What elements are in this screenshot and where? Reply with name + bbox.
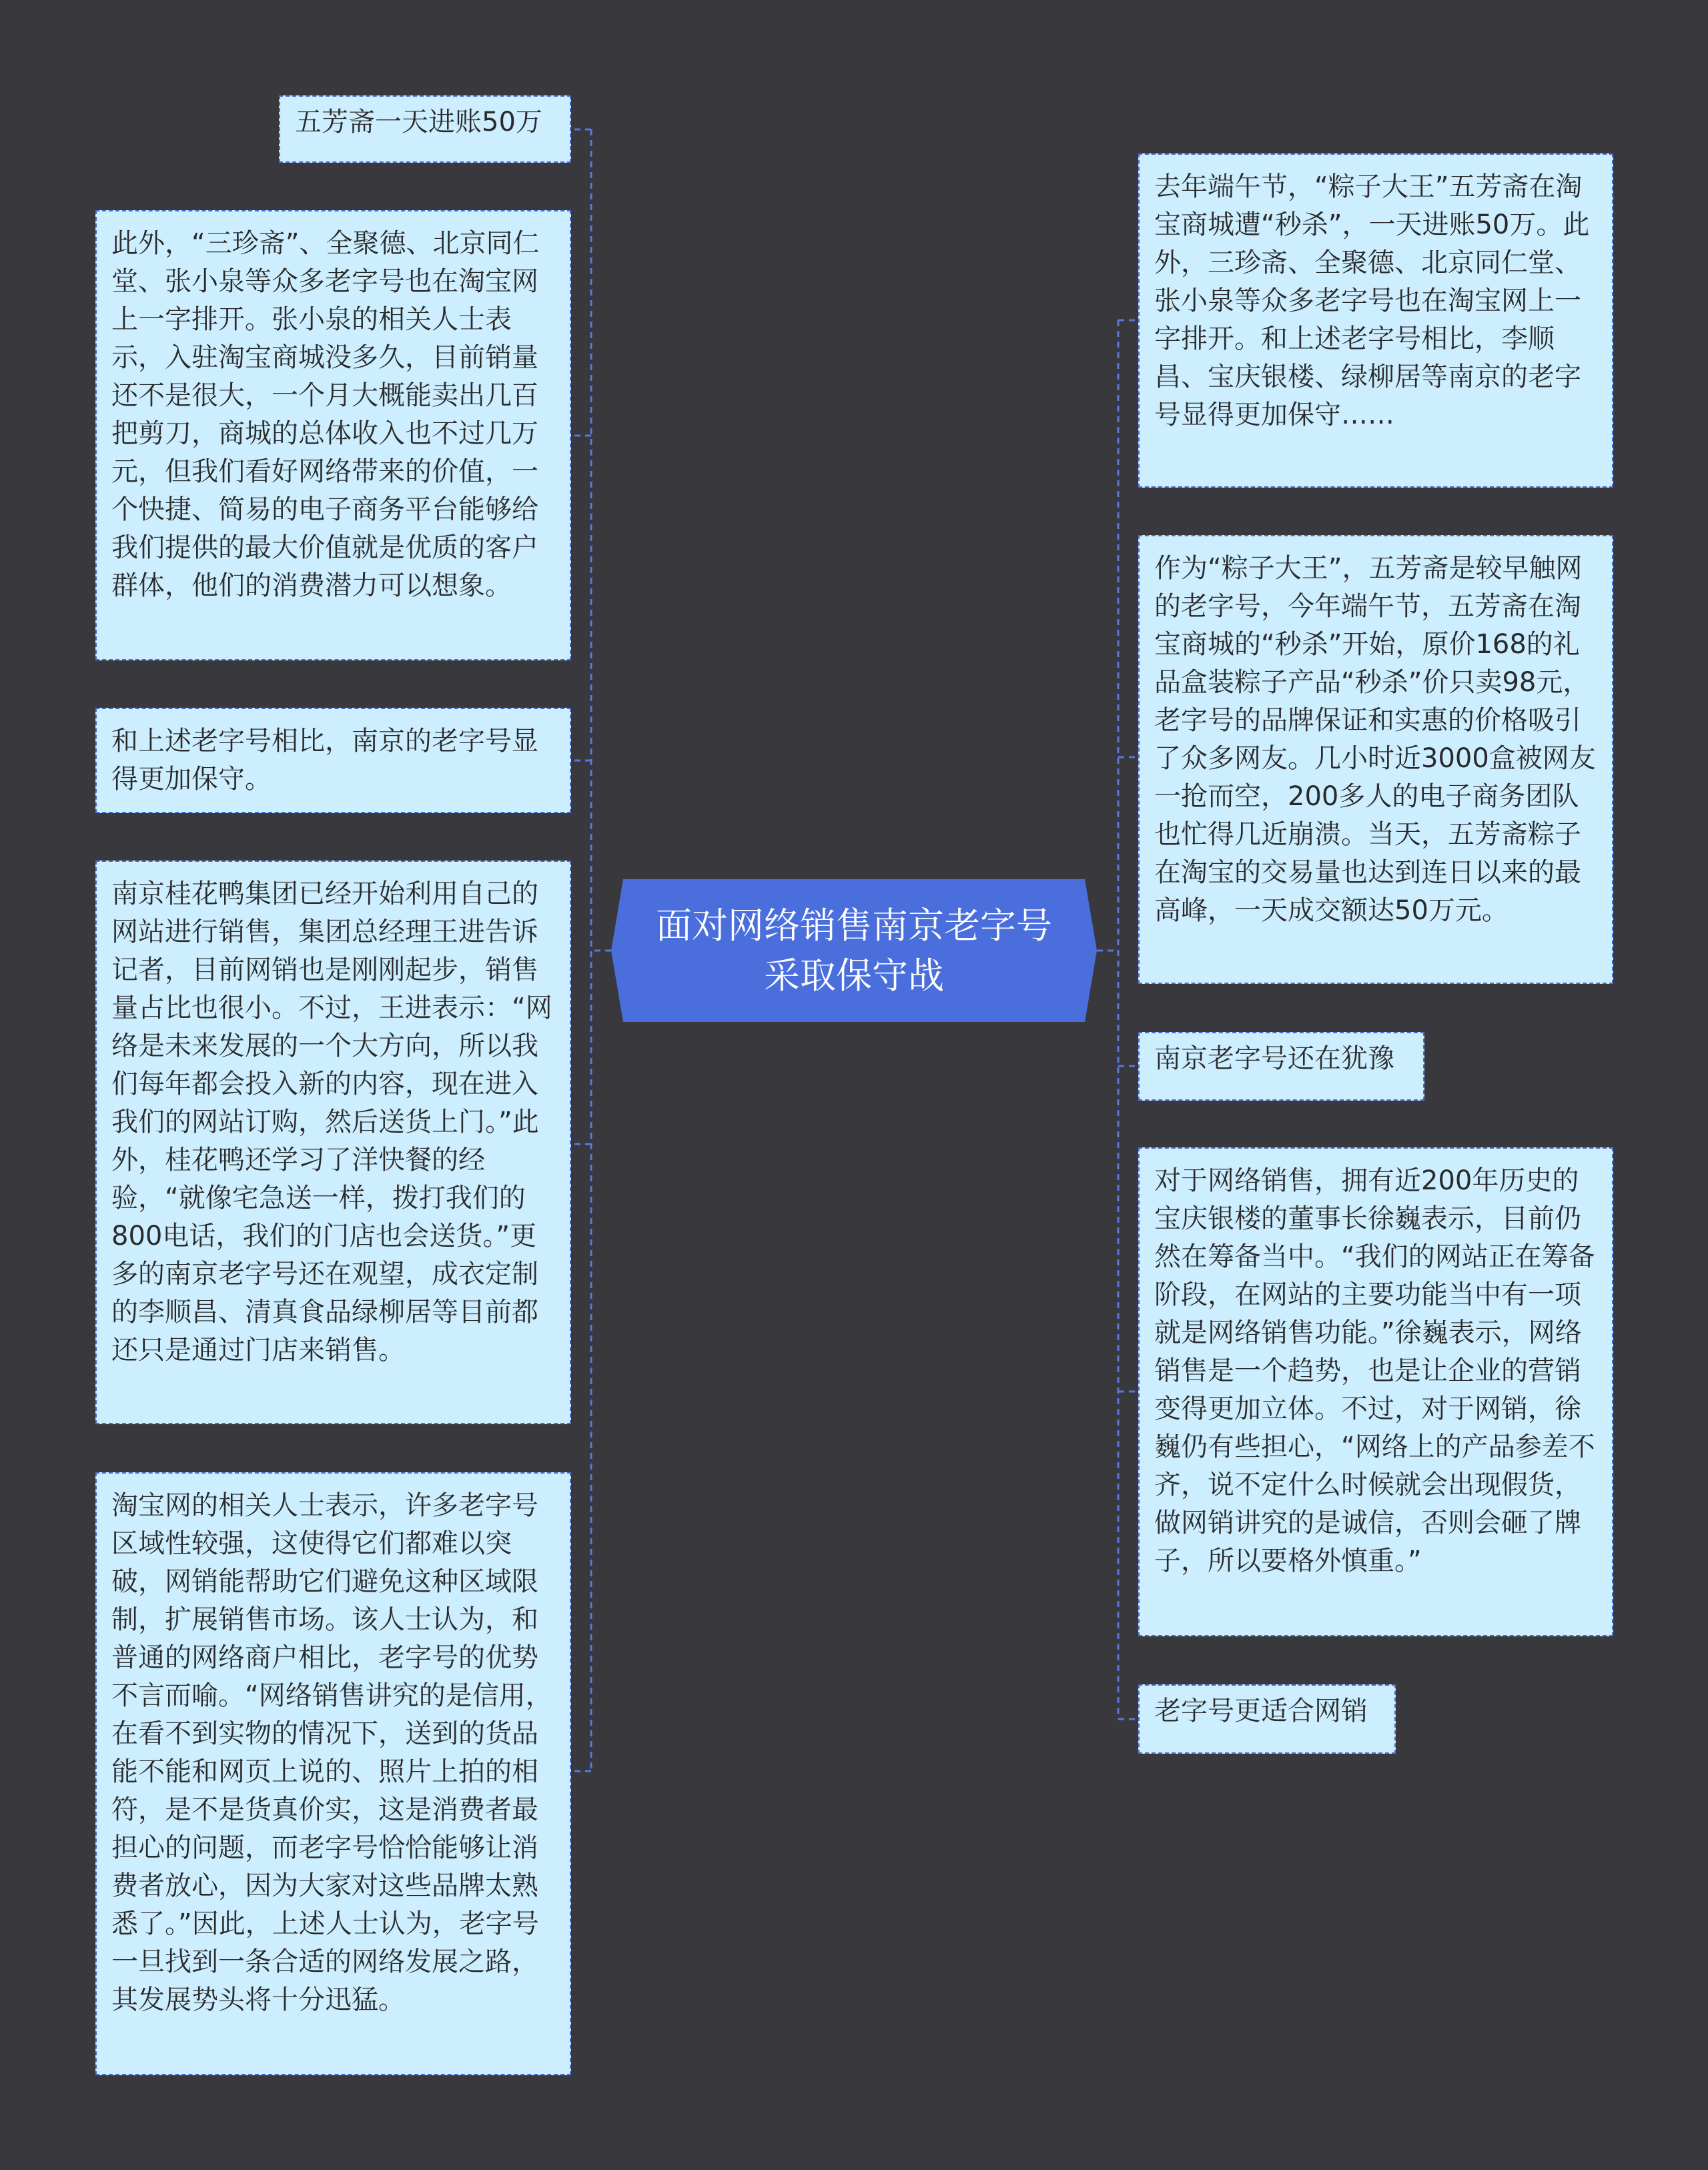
left-node-3[interactable]: 和上述老字号相比，南京的老字号显得更加保守。	[95, 708, 571, 813]
right-node-2[interactable]: 作为“粽子大王”，五芳斋是较早触网的老字号，今年端午节，五芳斋在淘宝商城的“秒杀”开始，原价168的礼品盒装粽子产品“秒杀”价只卖98元，老字号的品牌保证和实惠的价格吸引了众多网友。几小时近3000盒被网友一抢而空，200多人的电子商务团队也忙得几近崩溃。当天，五芳斋粽子在淘宝的交易量也达到连日以来的最高峰，一天成交额达50万元。	[1138, 535, 1613, 984]
root-title: 面对网络销售南京老字号采取保守战	[656, 905, 1052, 997]
right-node-1[interactable]: 去年端午节，“粽子大王”五芳斋在淘宝商城遭“秒杀”，一天进账50万。此外，三珍斋、全聚德、北京同仁堂、张小泉等众多老字号也在淘宝网上一字排开。和上述老字号相比，李顺昌、宝庆银楼、绿柳居等南京的老字号显得更加保守……	[1138, 153, 1613, 488]
left-node-4[interactable]: 南京桂花鸭集团已经开始利用自己的网站进行销售，集团总经理王进告诉记者，目前网销也是刚刚起步，销售量占比也很小。不过，王进表示：“网络是未来发展的一个大方向，所以我们每年都会投入新的内容，现在进入我们的网站订购，然后送货上门。”此外，桂花鸭还学习了洋快餐的经验，“就像宅急送一样，拨打我们的800电话，我们的门店也会送货。”更多的南京老字号还在观望，成衣定制的李顺昌、清真食品绿柳居等目前都还只是通过门店来销售。	[95, 861, 571, 1424]
right-trunk-line	[1097, 320, 1118, 1719]
left-node-5[interactable]: 淘宝网的相关人士表示，许多老字号区域性较强，这使得它们都难以突破，网销能帮助它们避免这种区域限制，扩展销售市场。该人士认为，和普通的网络商户相比，老字号的优势不言而喻。“网络销售讲究的是信用，在看不到实物的情况下，送到的货品能不能和网页上说的、照片上拍的相符，是不是货真价实，这是消费者最担心的问题，而老字号恰恰能够让消费者放心，因为大家对这些品牌太熟悉了。”因此，上述人士认为，老字号一旦找到一条合适的网络发展之路，其发展势头将十分迅猛。	[95, 1472, 571, 2075]
root-topic[interactable]	[611, 879, 1097, 1022]
left-node-2[interactable]: 此外，“三珍斋”、全聚德、北京同仁堂、张小泉等众多老字号也在淘宝网上一字排开。张小泉的相关人士表示，入驻淘宝商城没多久，目前销量还不是很大，一个月大概能卖出几百把剪刀，商城的总体收入也不过几万元，但我们看好网络带来的价值，一个快捷、简易的电子商务平台能够给我们提供的最大价值就是优质的客户群体，他们的消费潜力可以想象。	[95, 210, 571, 660]
right-node-4[interactable]: 对于网络销售，拥有近200年历史的宝庆银楼的董事长徐巍表示，目前仍然在筹备当中。“我们的网站正在筹备阶段，在网站的主要功能当中有一项就是网络销售功能。”徐巍表示，网络销售是一个趋势，也是让企业的营销变得更加立体。不过，对于网销，徐巍仍有些担心，“网络上的产品参差不齐，说不定什么时候就会出现假货，做网销讲究的是诚信，否则会砸了牌子，所以要格外慎重。”	[1138, 1147, 1613, 1636]
right-node-3[interactable]: 南京老字号还在犹豫	[1138, 1032, 1424, 1101]
left-node-1[interactable]: 五芳斋一天进账50万	[279, 95, 571, 163]
left-trunk-line	[591, 129, 611, 1771]
right-node-5[interactable]: 老字号更适合网销	[1138, 1684, 1396, 1754]
